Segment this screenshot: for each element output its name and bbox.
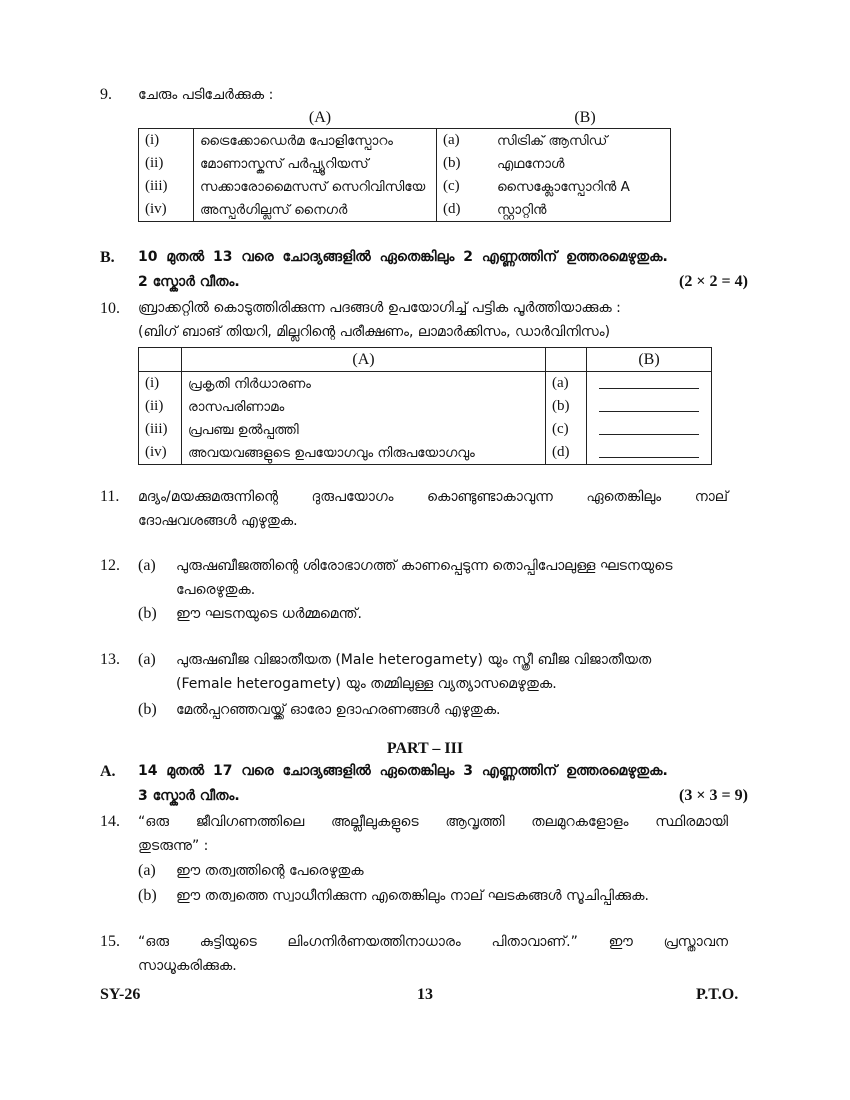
question-text: “ഒരു കുട്ടിയുടെ ലിംഗനിർണയത്തിനാധാരം പിതാവാണ്.” ഈ പ്രസ്താവന (138, 934, 728, 950)
section-instruction: 10 മുതൽ 13 വരെ ചോദ്യങ്ങളിൽ ഏതെങ്കിലും 2 എണ്ണത്തിന് ഉത്തരമെഴുതുക. (138, 249, 668, 265)
subpart-text: മേൽപ്പറഞ്ഞവയ്ക്ക് ഓരോ ഉദാഹരണങ്ങൾ എഴുതുക. (176, 702, 501, 718)
column-a-item: മോണാസ്കസ് പർപ്പ്യൂറിയസ് (194, 152, 437, 175)
subpart-label: (a) (138, 651, 156, 668)
subpart-text: ഈ ഘടനയുടെ ധർമ്മമെന്ത്. (176, 606, 362, 622)
row-index-b: (c) (437, 175, 492, 198)
question-text-cont: ദോഷവശങ്ങൾ എഴുതുക. (138, 513, 298, 529)
subpart-text-cont: (Female heterogamety) യും തമ്മിലുള്ള വ്യത്യാസമെഴുതുക. (176, 676, 557, 692)
row-index-b: (d) (437, 198, 492, 222)
page-number: 13 (417, 986, 433, 1003)
subpart-label: (a) (138, 862, 156, 879)
column-a-item: സക്കാരോമൈസസ് സെറിവിസിയേ (194, 175, 437, 198)
column-a-item: പ്രകൃതി നിർധാരണം (182, 372, 546, 396)
subpart-label: (a) (138, 557, 156, 574)
row-index-a: (iv) (139, 198, 194, 222)
section-letter: B. (100, 249, 115, 266)
column-a-header: (A) (308, 109, 332, 126)
column-a-item: രാസപരിണാമം (182, 395, 546, 418)
row-index-b: (d) (546, 441, 587, 465)
row-index-b: (b) (546, 395, 587, 418)
table-row (139, 395, 712, 418)
subpart-label: (b) (138, 887, 157, 904)
row-index-a: (ii) (139, 152, 194, 175)
row-index-a: (iv) (139, 441, 182, 465)
answer-blank[interactable] (599, 397, 699, 412)
subpart-label: (b) (138, 701, 157, 718)
question-text: ചേരും പടിചേർക്കുക : (138, 87, 274, 103)
subpart-text: പുരുഷബീജ വിജാതീയത (Male heterogamety) യും സ്ത്രീ ബീജ വിജാതീയത (176, 652, 652, 668)
question-text: ബ്രാക്കറ്റിൽ കൊടുത്തിരിക്കുന്ന പദങ്ങൾ ഉപയോഗിച്ച് പട്ടിക പൂർത്തിയാക്കുക : (138, 300, 621, 316)
column-a-item: ട്രൈക്കോഡെർമ പോളിസ്പോറം (194, 129, 437, 153)
row-index-b: (b) (437, 152, 492, 175)
subpart-text: ഈ തത്വത്തിന്റെ പേരെഴുതുക (176, 863, 364, 879)
row-index-a: (i) (139, 372, 182, 396)
column-b-header: (B) (587, 348, 712, 372)
row-index-a: (iii) (139, 175, 194, 198)
completion-table (138, 347, 712, 465)
score-text: 3 സ്കോർ വീതം. (138, 788, 240, 804)
section-instruction: 14 മുതൽ 17 വരെ ചോദ്യങ്ങളിൽ ഏതെങ്കിലും 3 എണ്ണത്തിന് ഉത്തരമെഴുതുക. (138, 763, 668, 779)
question-number: 14. (100, 813, 120, 830)
section-letter: A. (100, 763, 116, 780)
pto-label: P.T.O. (696, 986, 739, 1003)
column-b-item: സൈക്ലോസ്പോറിൻ A (491, 175, 671, 198)
part-title: PART – III (386, 740, 464, 757)
answer-blank[interactable] (599, 443, 699, 458)
column-b-item: സിട്രിക് ആസിഡ് (491, 129, 671, 153)
match-row (139, 198, 671, 222)
subpart-label: (b) (138, 605, 157, 622)
table-row (139, 372, 712, 396)
row-index-a: (i) (139, 129, 194, 153)
answer-blank[interactable] (599, 420, 699, 435)
column-b-header: (B) (574, 109, 596, 126)
subpart-text: ഈ തത്വത്തെ സ്വാധീനിക്കുന്ന എതെങ്കിലും നാല് ഘടകങ്ങൾ സൂചിപ്പിക്കുക. (176, 888, 649, 904)
question-number: 11. (100, 488, 120, 505)
subpart-text-cont: പേരെഴുതുക. (176, 582, 256, 598)
row-index-a: (ii) (139, 395, 182, 418)
question-number: 10. (100, 300, 120, 317)
question-text-cont: തുടരുന്നു” : (138, 838, 209, 854)
question-number: 13. (100, 651, 120, 668)
score-formula: (3 × 3 = 9) (679, 787, 748, 804)
column-a-item: അവയവങ്ങളുടെ ഉപയോഗവും നിരുപയോഗവും (182, 441, 546, 465)
column-a-item: അസ്പർഗില്ലസ് നൈഗർ (194, 198, 437, 222)
row-index-b: (c) (546, 418, 587, 441)
row-index-a: (iii) (139, 418, 182, 441)
question-number: 12. (100, 557, 120, 574)
paper-code: SY-26 (100, 986, 141, 1003)
match-row (139, 129, 671, 153)
match-row (139, 152, 671, 175)
match-row (139, 175, 671, 198)
column-b-item: എഥനോൾ (491, 152, 671, 175)
question-number: 15. (100, 933, 120, 950)
question-number: 9. (100, 86, 112, 103)
score-formula: (2 × 2 = 4) (679, 273, 748, 290)
column-a-header: (A) (182, 348, 546, 372)
table-row (139, 418, 712, 441)
question-text-cont: സാധൂകരിക്കുക. (138, 958, 237, 974)
question-text: “ഒരു ജീവിഗണത്തിലെ അല്ലീലുകളുടെ ആവൃത്തി തലമുറകളോളം സ്ഥിരമായി (138, 814, 728, 830)
options-list: (ബിഗ് ബാങ് തിയറി, മില്ലറിന്റെ പരീക്ഷണം, ലാമാർക്കിസം, ഡാർവിനിസം) (138, 324, 611, 340)
row-index-b: (a) (437, 129, 492, 153)
row-index-b: (a) (546, 372, 587, 396)
column-a-item: പ്രപഞ്ച ഉൽപ്പത്തി (182, 418, 546, 441)
match-table (138, 128, 671, 222)
column-b-item: സ്റ്റാറ്റിൻ (491, 198, 671, 222)
question-text: മദ്യം/മയക്കുമരുന്നിന്റെ ദുരുപയോഗം കൊണ്ടുണ്ടാകാവുന്ന ഏതെങ്കിലും നാല് (138, 489, 728, 505)
score-text: 2 സ്കോർ വീതം. (138, 274, 240, 290)
subpart-text: പുരുഷബീജത്തിന്റെ ശിരോഭാഗത്ത് കാണപ്പെടുന്ന തൊപ്പിപോലുള്ള ഘടനയുടെ (176, 558, 673, 574)
answer-blank[interactable] (599, 374, 699, 389)
table-row (139, 441, 712, 465)
